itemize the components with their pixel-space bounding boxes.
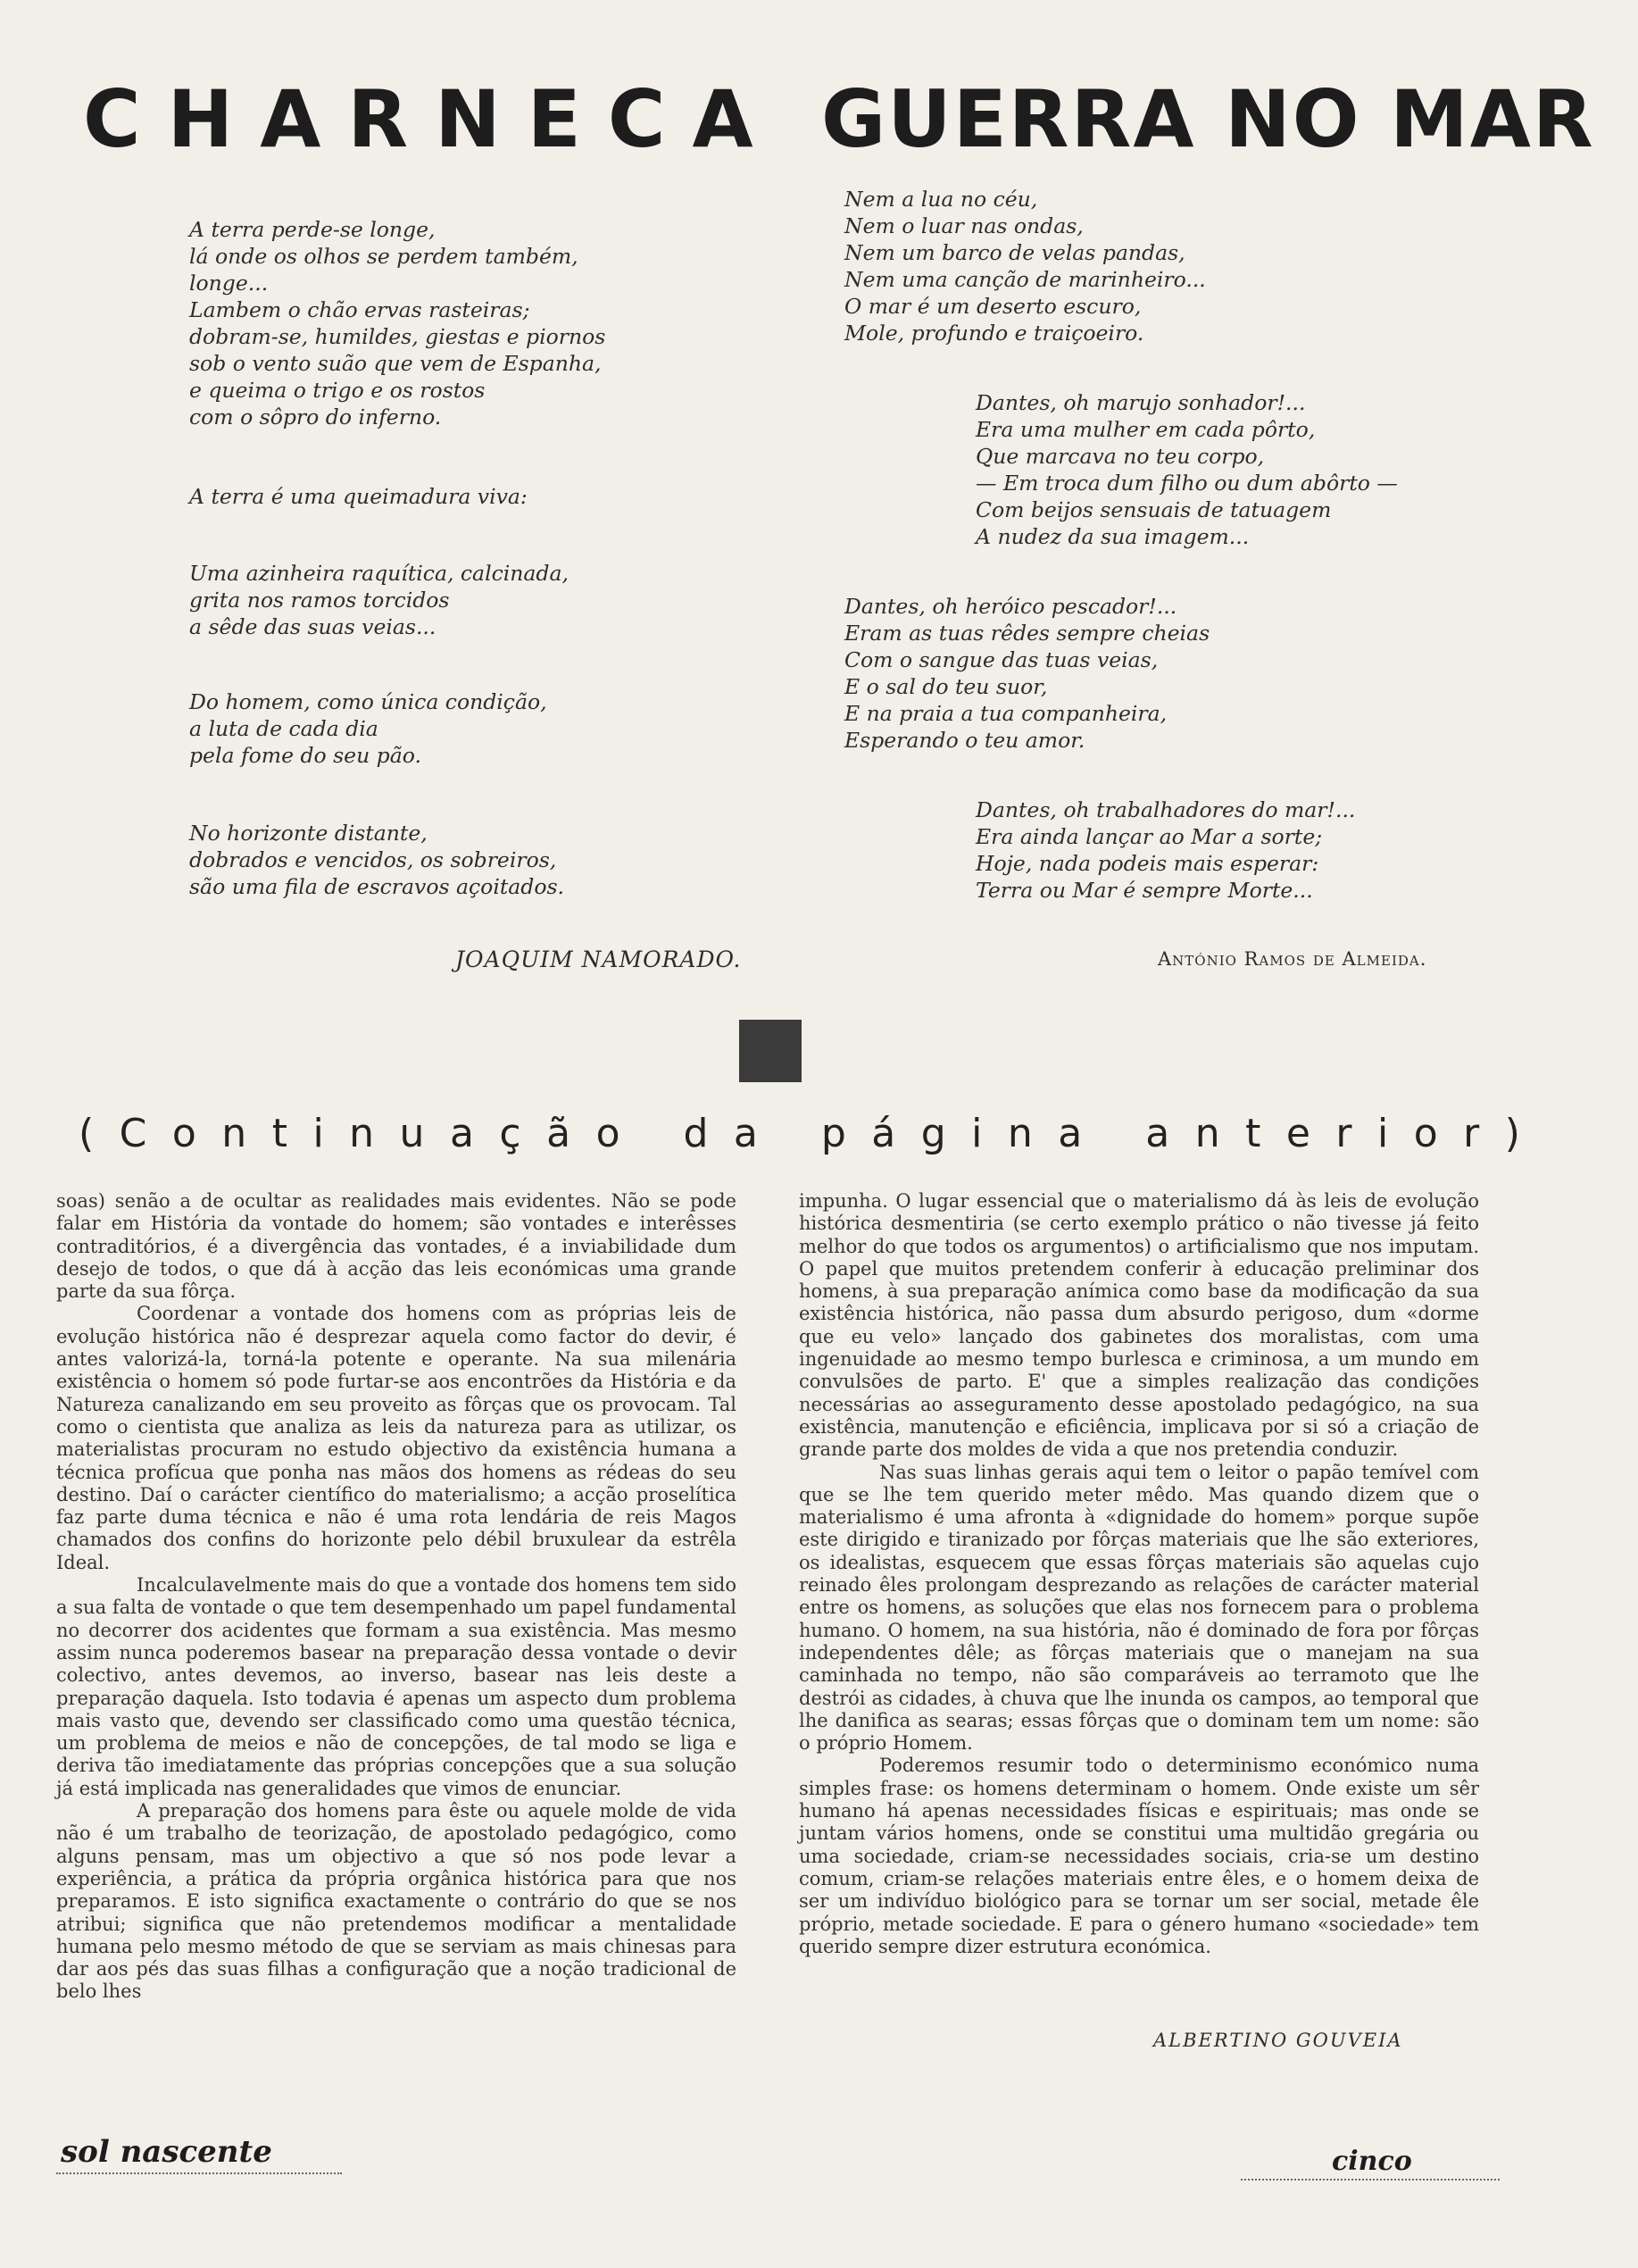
ornament-square xyxy=(739,1020,802,1082)
poem-line: Dantes, oh trabalhadores do mar!... xyxy=(976,797,1356,822)
guerra-stanza xyxy=(844,593,1210,754)
poem-line: Dantes, oh heróico pescador!... xyxy=(844,594,1177,619)
poem-line: Dantes, oh marujo sonhador!... xyxy=(976,390,1306,415)
poem-line: com o sôpro do inferno. xyxy=(189,404,442,429)
poem-line: Era uma mulher em cada pôrto, xyxy=(976,417,1316,442)
poem-line: Com beijos sensuais de tatuagem xyxy=(976,497,1332,522)
poem-line: E o sal do teu suor, xyxy=(844,674,1048,699)
poem-line: Nem a lua no céu, xyxy=(844,187,1038,212)
poem-line: Nem o luar nas ondas, xyxy=(844,213,1084,238)
poem-line: pela fome do seu pão. xyxy=(189,743,421,768)
article-signature: ALBERTINO GOUVEIA xyxy=(1153,2030,1403,2051)
guerra-stanza xyxy=(976,389,1398,550)
charneca-stanza xyxy=(189,216,605,430)
footer-page-number: cinco xyxy=(1332,2146,1412,2177)
poem-line: Uma azinheira raquítica, calcinada, xyxy=(189,561,569,586)
poem-author-guerra: António Ramos de Almeida. xyxy=(1158,948,1427,970)
poem-line: Era ainda lançar ao Mar a sorte; xyxy=(976,824,1323,849)
article-paragraph: Nas suas linhas gerais aqui tem o leitor o papão temível com que se lhe tem querido meter mêdo. Mas quando dizem que o materialismo é uma afronta à «dignidade do homem» porque supõe este dirigido e tiranizado por fôrças materiais que lhe são exteriores, os idealistas, esquecem que essas fôrças materiais são aquelas cujo reinado êles prolongam desprezando as relações de carácter material entre os homens, as soluções que elas nos fornecem para o problema humano. O homem, na sua história, não é dominado de fora por fôrças independentes dêle; as fôrças materiais que o manejam na sua caminhada no tempo, não são comparáveis ao terramoto que lhe destrói as cidades, à chuva que lhe inunda os campos, ao temporal que lhe danifica as searas; essas fôrças que o dominam tem um nome: são o próprio Homem. xyxy=(799,1461,1479,1755)
poem-line: Terra ou Mar é sempre Morte... xyxy=(976,878,1313,903)
poem-line: O mar é um deserto escuro, xyxy=(844,294,1142,319)
article-paragraph: Coordenar a vontade dos homens com as próprias leis de evolução histórica não é desprezar aquela como factor do devir, é antes valorizá-la, torná-la potente e operante. Na sua milenária existência o homem só pode furtar-se aos encontrões da História e da Natureza canalizando em seu proveito as fôrças que os provocam. Tal como o cientista que analiza as leis da natureza para as utilizar, os materialistas procuram no estudo objectivo da existência humana a técnica profícua que ponha nas mãos dos homens as rédeas do seu destino. Daí o carácter científico do materialismo; a acção proselítica faz parte duma técnica e não é uma rota lendária de reis Magos chamados dos confins do horizonte pelo débil bruxulear da estrêla Ideal. xyxy=(56,1303,736,1573)
poem-line: No horizonte distante, xyxy=(189,821,428,846)
charneca-stanza xyxy=(189,560,569,640)
poem-line: dobram-se, humildes, giestas e piornos xyxy=(189,324,606,349)
poem-line: — Em troca dum filho ou dum abôrto — xyxy=(976,471,1398,496)
poem-line: Que marcava no teu corpo, xyxy=(976,444,1265,469)
poem-line: sob o vento suão que vem de Espanha, xyxy=(189,351,602,376)
poem-line: Nem um barco de velas pandas, xyxy=(844,240,1185,265)
poem-line: Esperando o teu amor. xyxy=(844,728,1085,753)
poem-line: Do homem, como única condição, xyxy=(189,689,547,714)
poem-line: lá onde os olhos se perdem também, xyxy=(189,244,578,269)
charneca-stanza xyxy=(189,688,547,769)
footer-logo-sol-nascente: sol nascente xyxy=(61,2134,272,2170)
poem-line: longe... xyxy=(189,271,269,296)
poem-line: A nudez da sua imagem... xyxy=(976,524,1250,549)
poem-line: Mole, profundo e traiçoeiro. xyxy=(844,321,1144,346)
poem-line: E na praia a tua companheira, xyxy=(844,701,1168,726)
poem-line: Lambem o chão ervas rasteiras; xyxy=(189,297,530,322)
poem-title-charneca: CHARNECA xyxy=(83,73,780,165)
guerra-stanza xyxy=(976,796,1355,904)
article-paragraph: soas) senão a de ocultar as realidades mais evidentes. Não se pode falar em História da vontade do homem; são vontades e interêsses contraditórios, é a divergência das vontades, é a inviabilidade dum desejo de todos, o que dá à acção das leis económicas uma grande parte da sua fôrça. xyxy=(56,1190,736,1303)
poem-line: Eram as tuas rêdes sempre cheias xyxy=(844,621,1210,646)
article-paragraph: Incalculavelmente mais do que a vontade dos homens tem sido a sua falta de vontade o que tem desempenhado um papel fundamental no decorrer dos acidentes que formam a sua existência. Mas mesmo assim nunca poderemos basear na preparação dessa vontade o devir colectivo, antes devemos, ao inverso, basear nas leis deste a preparação daquela. Isto todavia é apenas um aspecto dum problema mais vasto que, devendo ser classificado como uma questão técnica, um problema de meios e não de concepções, de tal modo se liga e deriva tão imediatamente das próprias concepções que a sua solução já está implicada nas generalidades que vimos de enunciar. xyxy=(56,1574,736,1799)
poem-line: Nem uma canção de marinheiro... xyxy=(844,267,1206,292)
poem-line: a sêde das suas veias... xyxy=(189,614,437,639)
charneca-stanza xyxy=(189,820,564,900)
poem-line: A terra perde-se longe, xyxy=(189,217,436,242)
poem-line: Com o sangue das tuas veias, xyxy=(844,647,1159,672)
poem-line: são uma fila de escravos açoitados. xyxy=(189,874,565,899)
footer-rule-left xyxy=(56,2172,342,2178)
poem-line: Hoje, nada podeis mais esperar: xyxy=(976,851,1319,876)
article-paragraph: A preparação dos homens para êste ou aquele molde de vida não é um trabalho de teorização, de apostolado pedagógico, como alguns pensam, mas um objectivo a que só nos pode levar a experiência, a prática da própria orgânica histórica para que nos preparamos. E isto significa exactamente o contrário do que se nos atribui; significa que não pretendemos modificar a mentalidade humana pelo mesmo método de que se serviam as mais chinesas para dar aos pés das suas filhas a configuração que a noção tradicional de belo lhes xyxy=(56,1800,736,2003)
article-column-left xyxy=(56,1190,736,2004)
poem-title-guerra-no-mar: GUERRA NO MAR xyxy=(821,73,1595,165)
article-paragraph: Poderemos resumir todo o determinismo económico numa simples frase: os homens determinam o homem. Onde existe um sêr humano há apenas necessidades físicas e espirituais; mas onde se juntam vários homens, onde se constitui uma multidão gregária ou uma sociedade, criam-se necessidades sociais, cria-se um destino comum, criam-se relações materiais entre êles, e o homem deixa de ser um indivíduo biológico para se tornar um ser social, metade êle próprio, metade sociedade. E para o género humano «sociedade» tem querido sempre dizer estrutura económica. xyxy=(799,1755,1479,1957)
guerra-stanza xyxy=(844,186,1206,346)
poem-line: dobrados e vencidos, os sobreiros, xyxy=(189,847,557,872)
article-column-right xyxy=(799,1190,1479,1958)
continuation-header: (Continuação da página anterior) xyxy=(79,1111,1546,1156)
poem-line: e queima o trigo e os rostos xyxy=(189,378,486,403)
poem-line: grita nos ramos torcidos xyxy=(189,588,450,613)
article-paragraph: impunha. O lugar essencial que o materialismo dá às leis de evolução histórica desmentiria (se certo exemplo prático o não tivesse já feito melhor do que todos os argumentos) o artificialismo que nos imputam. O papel que muitos pretendem conferir à educação preliminar dos homens, à sua preparação anímica como base da modificação da sua existência histórica, não passa dum absurdo perigoso, dum «dorme que eu velo» lançado dos gabinetes dos moralistas, com uma ingenuidade ao mesmo tempo burlesca e criminosa, a um mundo em convulsões de parto. E' que a simples realização das condições necessárias ao asseguramento desse apostolado pedagógico, na sua existência, manutenção e eficiência, implicava por si só a criação de grande parte dos moldes de vida a que nos pretendia conduzir. xyxy=(799,1190,1479,1461)
footer-rule-right xyxy=(1241,2179,1500,2184)
poem-line: A terra é uma queimadura viva: xyxy=(189,484,528,509)
poem-line: a luta de cada dia xyxy=(189,716,378,741)
charneca-stanza xyxy=(189,483,528,510)
poem-author-charneca: JOAQUIM NAMORADO. xyxy=(455,946,742,972)
